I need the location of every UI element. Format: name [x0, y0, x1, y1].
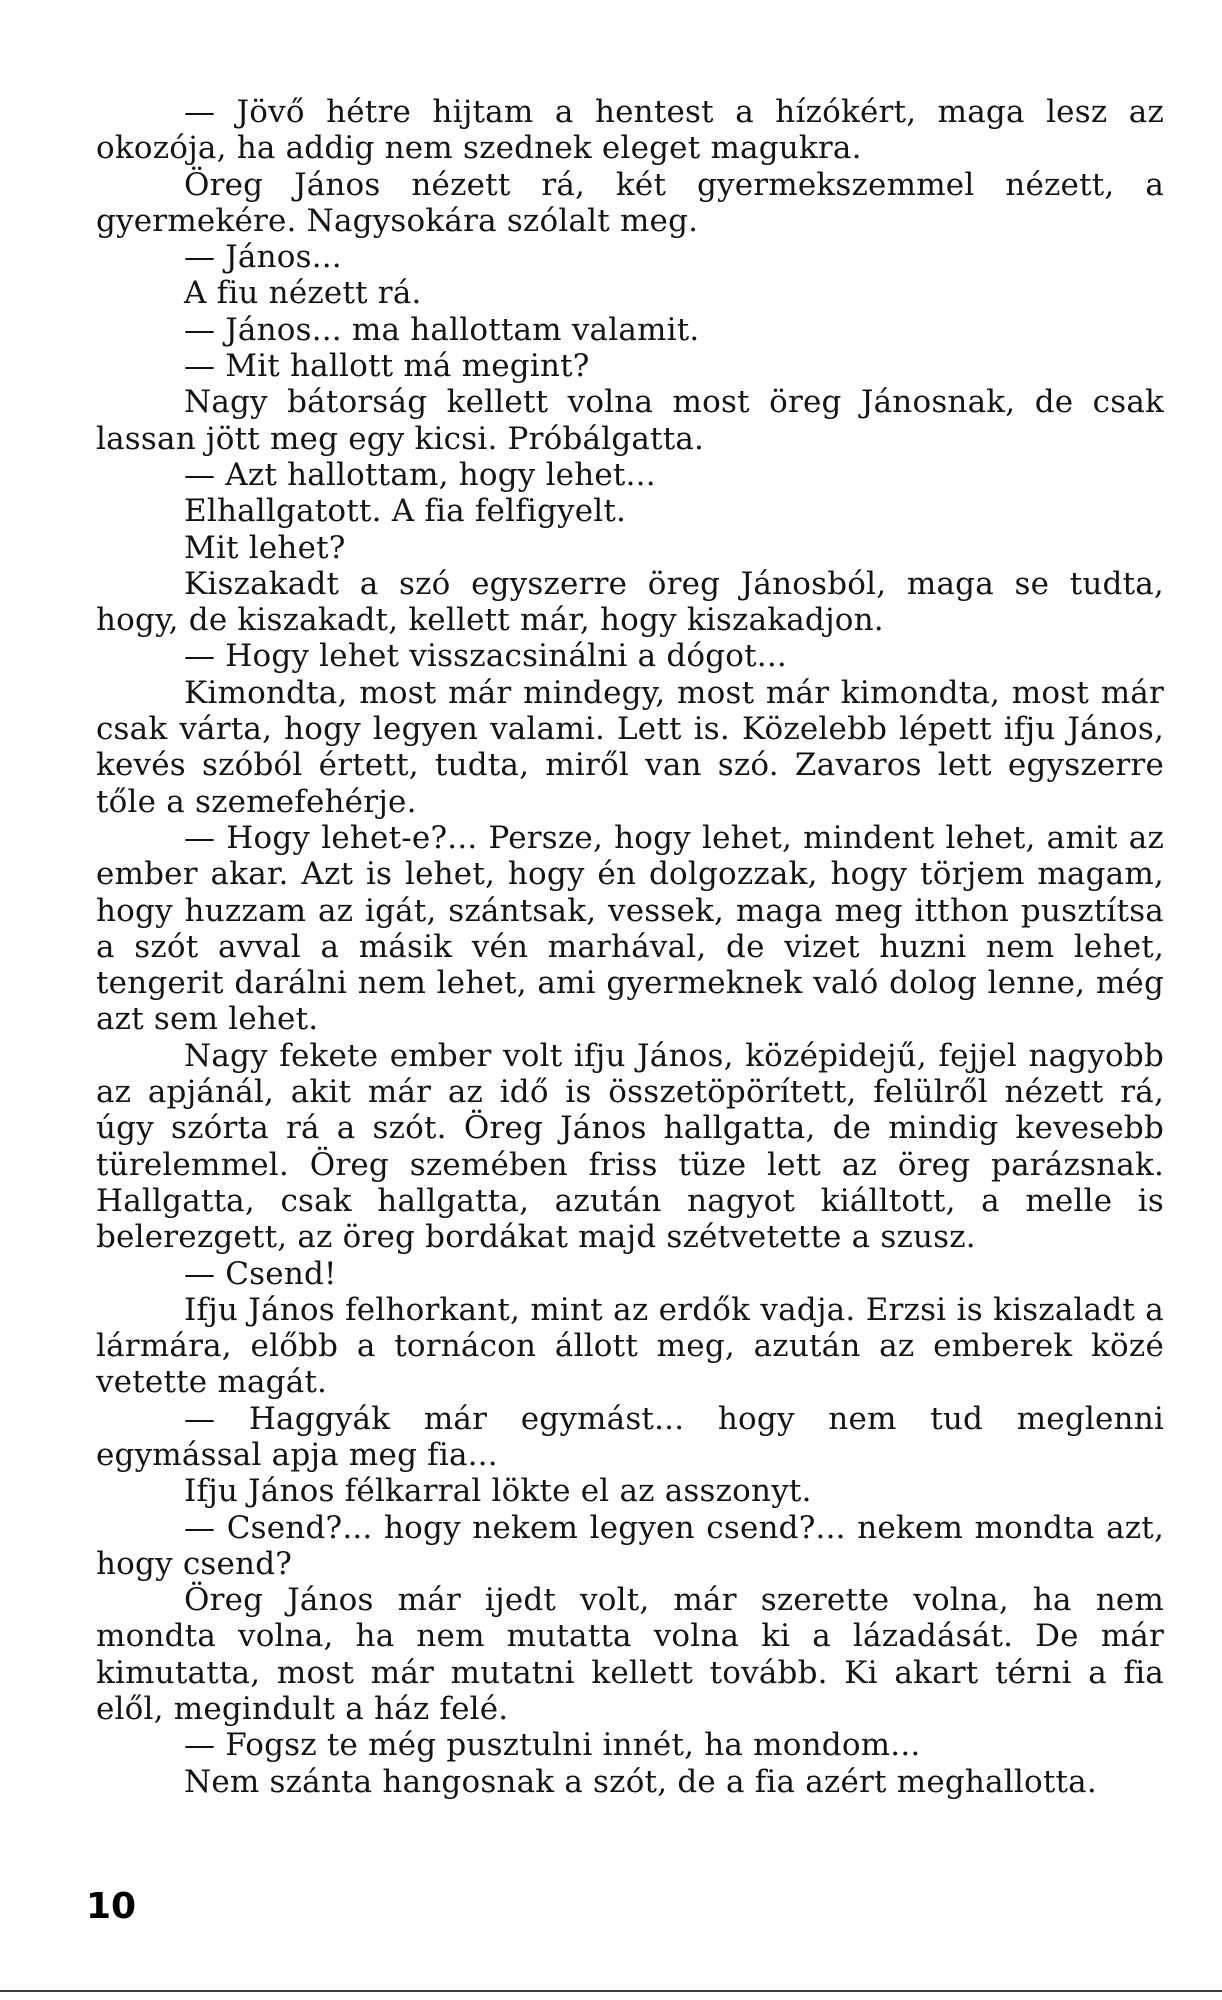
page-bottom-rule — [0, 1990, 1222, 1992]
paragraph: — Jövő hétre hijtam a hentest a hízókért, maga lesz az okozója, ha addig nem szednek eleget magukra. — [96, 94, 1164, 167]
paragraph: — János... — [184, 239, 342, 276]
paragraph: Kiszakadt a szó egyszerre öreg Jánosból, maga se tudta, hogy, de kiszakadt, kellett már, hogy kiszakadjon. — [96, 565, 1164, 639]
paragraph: — Azt hallottam, hogy lehet... — [184, 456, 656, 493]
paragraph: — Csend?... hogy nekem legyen csend?... nekem mondta azt, hogy csend? — [96, 1509, 1164, 1582]
paragraph: — János... ma hallottam valamit. — [184, 311, 700, 348]
paragraph: — Csend! — [184, 1255, 337, 1292]
paragraph: Öreg János már ijedt volt, már szerette volna, ha nem mondta volna, ha nem mutatta volna ki a lázadását. De már kimutatta, most már mutatni kellett tovább. Ki akart térni a fia elől, megindult a ház felé. — [96, 1582, 1164, 1728]
body-text — [96, 94, 1164, 1800]
paragraph: Ifju János felhorkant, mint az erdők vadja. Erzsi is kiszaladt a lármára, előbb a tornácon állott meg, azután az emberek közé vetette magát. — [96, 1291, 1164, 1401]
paragraph: Kimondta, most már mindegy, most már kimondta, most már csak várta, hogy legyen valami. Lett is. Közelebb lépett ifju János, kevés szóból értett, tudta, miről van szó. Zavaros lett egyszerre tőle a szemefehérje. — [96, 674, 1164, 820]
page-number: 10 — [86, 1886, 137, 1927]
paragraph: Nagy bátorság kellett volna most öreg Jánosnak, de csak lassan jött meg egy kicsi. Próbálgatta. — [96, 384, 1164, 457]
paragraph: Elhallgatott. A fia felfigyelt. — [184, 493, 627, 530]
paragraph: — Fogsz te még pusztulni innét, ha mondom... — [184, 1727, 921, 1764]
paragraph: — Hogy lehet-e?... Persze, hogy lehet, mindent lehet, amit az ember akar. Azt is lehet, hogy én dolgozzak, hogy törjem magam, hogy huzzam az igát, szántsak, vessek, maga meg itthon pusztítsa a szót avval a másik vén marhával, de vizet huzni nem lehet, tengerit darálni nem lehet, ami gyermeknek való dolog lenne, még azt sem lehet. — [96, 819, 1164, 1038]
paragraph: Öreg János nézett rá, két gyermekszemmel nézett, a gyermekére. Nagysokára szólalt meg. — [96, 166, 1164, 239]
paragraph: Nem szánta hangosnak a szót, de a fia azért meghallotta. — [184, 1763, 1097, 1800]
paragraph: Ifju János félkarral lökte el az asszonyt. — [184, 1473, 812, 1510]
paragraph: — Hogy lehet visszacsinálni a dógot... — [184, 638, 787, 675]
paragraph: Nagy fekete ember volt ifju János, középidejű, fejjel nagyobb az apjánál, akit már az idő is összetöpörített, felülről nézett rá, úgy szórta rá a szót. Öreg János hallgatta, de mindig kevesebb türelemmel. Öreg szemében friss tüze lett az öreg parázsnak. Hallgatta, csak hallgatta, azután nagyot kiálltott, a melle is belerezgett, az öreg bordákat majd szétvetette a szusz. — [96, 1037, 1164, 1256]
paragraph: Mit lehet? — [184, 529, 346, 566]
paragraph: — Mit hallott má megint? — [184, 348, 590, 385]
paragraph: A fiu nézett rá. — [184, 275, 422, 312]
paragraph: — Haggyák már egymást... hogy nem tud meglenni egymással apja meg fia... — [96, 1400, 1164, 1473]
